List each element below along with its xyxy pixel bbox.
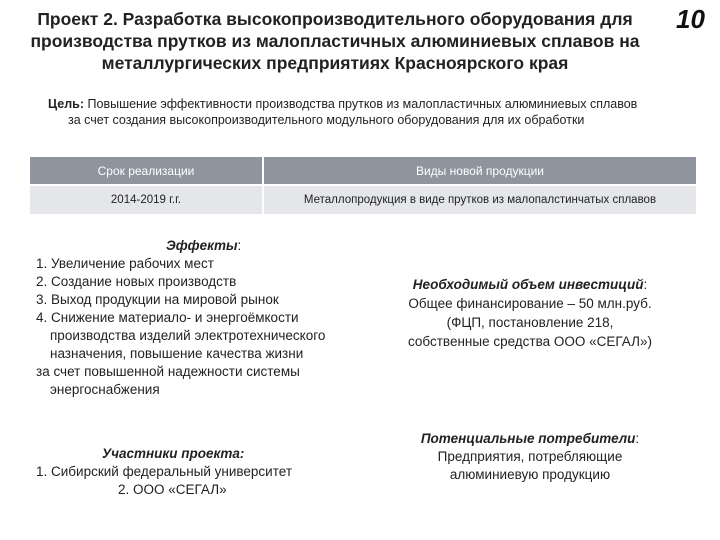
goal-label: Цель: <box>48 97 85 111</box>
title-line-2: производства прутков из малопластичных алюминиевых сплавов на <box>30 31 640 51</box>
header-implementation-period: Срок реализации <box>30 157 263 185</box>
table-header-row <box>30 157 696 185</box>
effects-item-4: 4. Снижение материало- и энергоёмкости <box>36 310 299 325</box>
project-info-table <box>30 157 696 214</box>
table-row <box>30 185 696 214</box>
consumers-title: Потенциальные потребители: <box>420 431 640 446</box>
consumers-line-2: алюминиевую продукцию <box>449 467 611 482</box>
effects-item-1: 1. Увеличение рабочих мест <box>36 256 214 271</box>
investment-line-1: Общее финансирование – 50 млн.руб. <box>408 296 652 311</box>
investment-title: Необходимый объем инвестиций: <box>412 277 648 292</box>
effects-block <box>36 237 376 399</box>
consumers-block <box>380 430 680 484</box>
effects-item-3: 3. Выход продукции на мировой рынок <box>36 292 279 307</box>
header-new-products: Виды новой продукции <box>263 157 696 185</box>
cell-implementation-period: 2014-2019 г.г. <box>30 185 263 214</box>
goal-block <box>48 96 708 128</box>
cell-new-products: Металлопродукция в виде прутков из малопалстинчатых сплавов <box>263 185 696 214</box>
effects-last-line-1: за счет повышенной надежности системы <box>36 364 300 379</box>
participants-block <box>36 445 336 499</box>
goal-text-line-1: Повышение эффективности производства прутков из малопластичных алюминиевых сплавов <box>87 97 638 111</box>
goal-text-line-2: за счет создания высокопроизводительного модульного оборудования для их обработки <box>68 113 585 127</box>
slide-number: 10 <box>676 4 705 34</box>
investment-block <box>380 275 680 351</box>
participant-item-1: 1. Сибирский федеральный университет <box>36 464 292 479</box>
participants-title: Участники проекта: <box>102 446 245 461</box>
participant-item-2: 2. ООО «СЕГАЛ» <box>118 482 227 497</box>
investment-line-2: (ФЦП, постановление 218, <box>446 315 614 330</box>
effects-item-4-cont-2: назначения, повышение качества жизни <box>50 346 304 361</box>
slide-title <box>30 8 640 74</box>
effects-last-line-2: энергоснабжения <box>50 382 160 397</box>
effects-item-2: 2. Создание новых производств <box>36 274 237 289</box>
consumers-line-1: Предприятия, потребляющие <box>437 449 623 464</box>
title-line-1: Проект 2. Разработка высокопроизводительного оборудования для <box>37 9 633 29</box>
investment-line-3: собственные средства ООО «СЕГАЛ») <box>408 334 652 349</box>
effects-item-4-cont-1: производства изделий электротехнического <box>50 328 326 343</box>
title-line-3: металлургических предприятиях Красноярского края <box>101 53 569 73</box>
effects-title: Эффекты: <box>166 238 242 253</box>
